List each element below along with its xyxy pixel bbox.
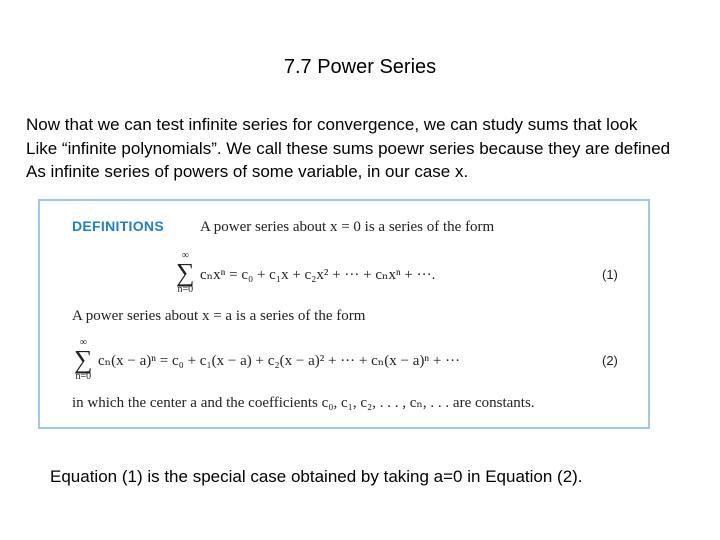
summation-1: [176, 251, 195, 295]
intro-paragraph: [26, 113, 720, 184]
formula-2: cₙ(x − a)ⁿ = c₀ + c₁(x − a) + c₂(x − a)² + ··· + cₙ(x − a)ⁿ + ···: [98, 353, 461, 369]
intro-line-3: As infinite series of powers of some variable, in our case x.: [26, 162, 469, 181]
sigma-symbol: ∑: [74, 345, 93, 374]
sigma-lower-limit: n=0: [177, 284, 194, 295]
sigma-upper-limit: ∞: [181, 250, 189, 261]
formula-1: cₙxⁿ = c₀ + c₁x + c₂x² + ··· + cₙxⁿ + ···.: [200, 267, 436, 283]
intro-line-2: Like “infinite polynomials”. We call these sums poewr series because they are defined: [26, 138, 671, 158]
definition-1: A power series about x = 0 is a series of the form: [200, 219, 495, 235]
definition-2: A power series about x = a is a series of the form: [72, 308, 366, 324]
definition-closing: in which the center a and the coefficients c₀, c₁, c₂, . . . , cₙ, . . . are constants.: [72, 395, 535, 411]
definitions-heading: DEFINITIONS: [72, 218, 164, 234]
page-title: 7.7 Power Series: [283, 56, 437, 78]
sigma-upper-limit: ∞: [79, 337, 87, 348]
equation-number-1: (1): [602, 267, 618, 282]
definitions-box: [38, 199, 650, 429]
closing-sentence: Equation (1) is the special case obtained by taking a=0 in Equation (2).: [50, 467, 583, 486]
intro-line-1: Now that we can test infinite series for convergence, we can study sums that look: [26, 115, 638, 134]
sigma-lower-limit: n=0: [75, 371, 92, 382]
sigma-symbol: ∑: [176, 258, 195, 287]
equation-number-2: (2): [602, 353, 618, 368]
summation-2: [74, 338, 93, 382]
